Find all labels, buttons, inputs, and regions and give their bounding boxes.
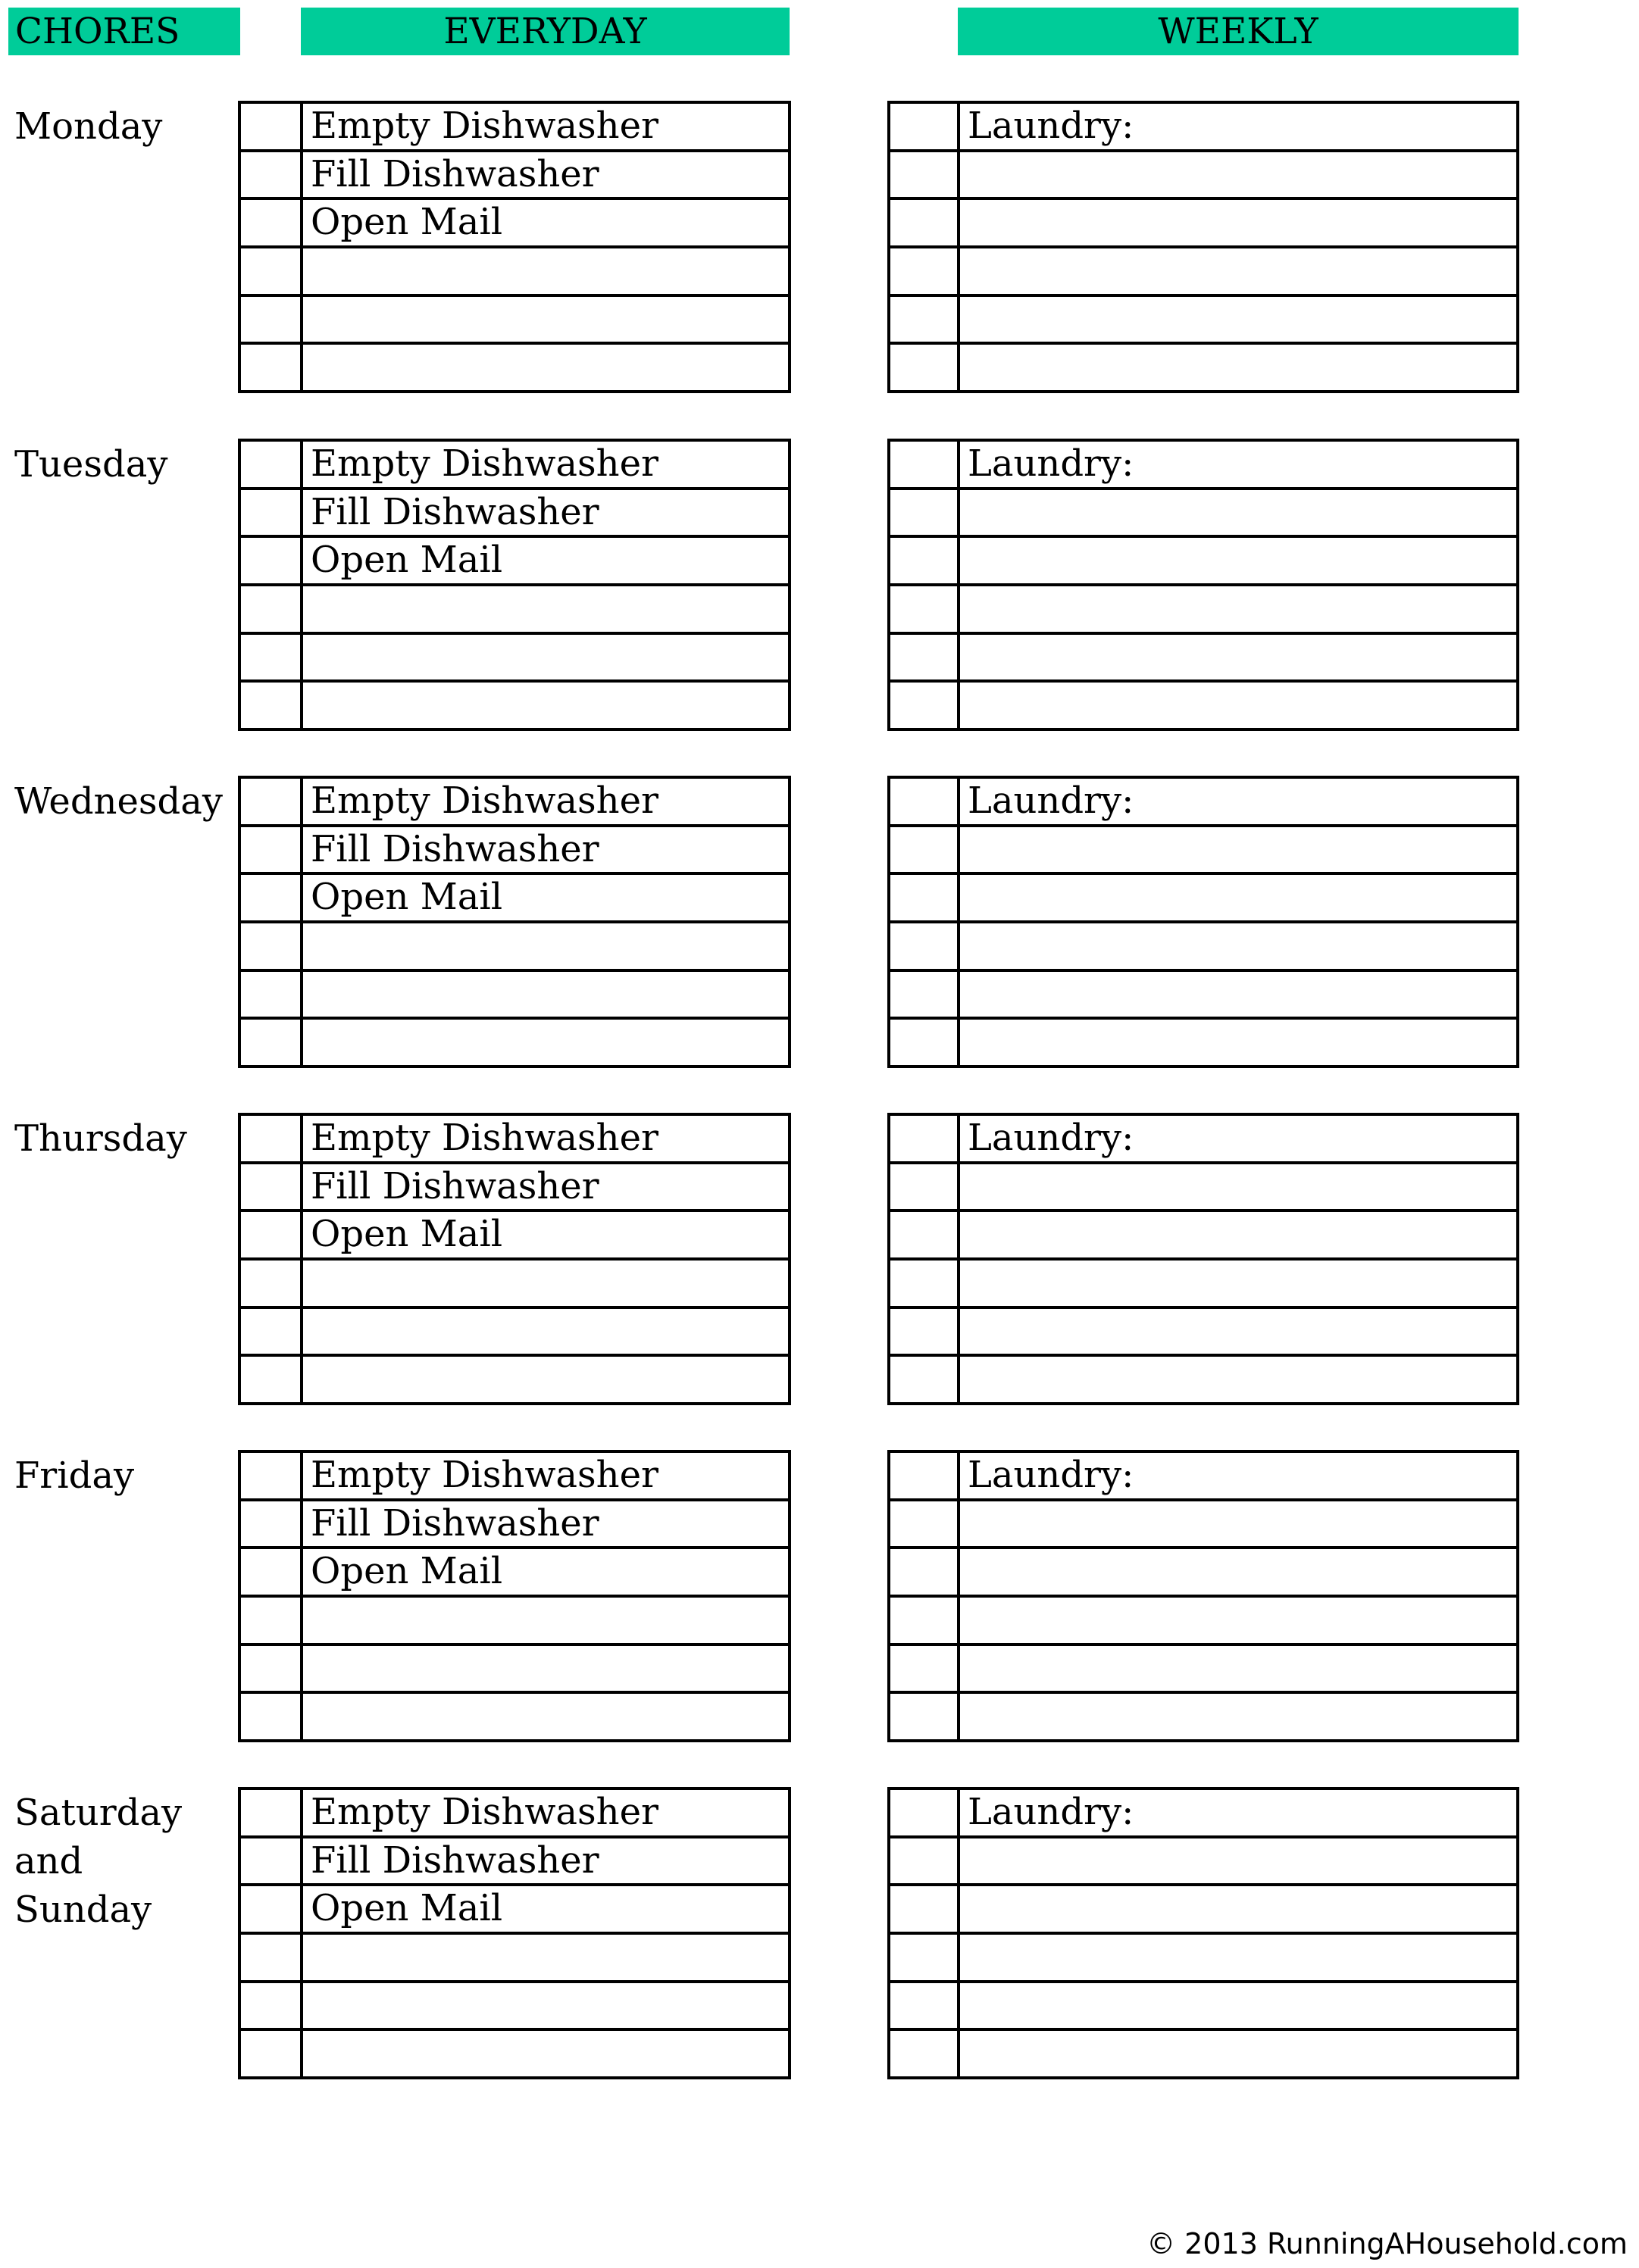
checklist-row: [890, 779, 1516, 824]
checklist-row: [890, 1498, 1516, 1547]
checklist-row: [890, 1209, 1516, 1257]
checklist-row: [241, 245, 788, 294]
checkbox[interactable]: [241, 200, 303, 245]
checklist-row: [890, 969, 1516, 1017]
task-label: [960, 152, 1516, 198]
checkbox[interactable]: [890, 635, 960, 680]
weekly-checklist: [887, 1113, 1519, 1405]
task-label: Laundry:: [968, 105, 1134, 147]
task-label: [960, 345, 1516, 390]
checklist-row: [890, 1257, 1516, 1306]
task-label: Open Mail: [311, 1887, 503, 1930]
checklist-row: [890, 1883, 1516, 1932]
checkbox[interactable]: [241, 779, 303, 824]
weekly-header: WEEKLY: [958, 8, 1519, 55]
day-section-wednesday: [0, 776, 1639, 1068]
task-label: Open Mail: [311, 201, 503, 244]
task-label: [960, 1646, 1516, 1692]
checkbox[interactable]: [241, 1212, 303, 1257]
checkbox[interactable]: [241, 923, 303, 969]
day-label-line: Monday: [14, 105, 163, 148]
task-label: [960, 1357, 1516, 1402]
day-label-line: and: [14, 1840, 83, 1882]
checklist-row: [241, 1546, 788, 1595]
day-label-line: Sunday: [14, 1888, 152, 1931]
task-label: Empty Dishwasher: [311, 1454, 658, 1496]
checkbox[interactable]: [890, 1164, 960, 1210]
checklist-row: [241, 632, 788, 680]
checkbox[interactable]: [890, 442, 960, 487]
task-label: [960, 2031, 1516, 2076]
task-label: Fill Dishwasher: [311, 490, 599, 533]
checklist-row: [890, 1306, 1516, 1354]
weekly-checklist: [887, 1450, 1519, 1742]
checkbox[interactable]: [241, 490, 303, 536]
copyright-footer: © 2013 RunningAHousehold.com: [1146, 2227, 1628, 2260]
checklist-row: [890, 1453, 1516, 1498]
checklist-row: [890, 824, 1516, 873]
checkbox[interactable]: [890, 152, 960, 198]
task-label: [303, 683, 788, 728]
day-label-line: Friday: [14, 1454, 135, 1497]
task-label: Fill Dishwasher: [311, 1501, 599, 1545]
task-label: Laundry:: [968, 442, 1134, 485]
checkbox[interactable]: [890, 1020, 960, 1065]
checkbox[interactable]: [890, 248, 960, 294]
checkbox[interactable]: [890, 1694, 960, 1739]
task-label: [960, 1886, 1516, 1932]
task-label: [303, 248, 788, 294]
checkbox[interactable]: [890, 683, 960, 728]
checkbox[interactable]: [241, 1261, 303, 1306]
checklist-row: [890, 442, 1516, 487]
everyday-checklist: [238, 101, 791, 393]
checklist-row: [241, 824, 788, 873]
task-label: [303, 972, 788, 1017]
checkbox[interactable]: [241, 1694, 303, 1739]
checkbox[interactable]: [890, 538, 960, 583]
task-label: [960, 635, 1516, 680]
checklist-row: [241, 583, 788, 632]
checkbox[interactable]: [241, 586, 303, 632]
checklist-row: [241, 1161, 788, 1210]
day-section-monday: [0, 101, 1639, 393]
checklist-row: [241, 1883, 788, 1932]
task-label: Empty Dishwasher: [311, 1791, 658, 1833]
checklist-row: [241, 1209, 788, 1257]
chores-header: CHORES: [8, 8, 240, 55]
task-label: [960, 1549, 1516, 1595]
task-label: Fill Dishwasher: [311, 1164, 599, 1207]
task-label: [960, 538, 1516, 583]
checklist-row: [241, 779, 788, 824]
task-label: [960, 1164, 1516, 1210]
checklist-row: [890, 1161, 1516, 1210]
checkbox[interactable]: [890, 586, 960, 632]
checkbox[interactable]: [890, 297, 960, 342]
task-label: Open Mail: [311, 539, 503, 582]
checklist-row: [890, 245, 1516, 294]
checkbox[interactable]: [890, 923, 960, 969]
checklist-row: [241, 1453, 788, 1498]
checkbox[interactable]: [890, 345, 960, 390]
checklist-row: [241, 1017, 788, 1065]
everyday-checklist: [238, 776, 791, 1068]
task-label: [960, 1261, 1516, 1306]
checkbox[interactable]: [241, 152, 303, 198]
checkbox[interactable]: [890, 1212, 960, 1257]
task-label: [960, 1838, 1516, 1884]
checkbox[interactable]: [241, 248, 303, 294]
checkbox[interactable]: [241, 1790, 303, 1835]
checkbox[interactable]: [890, 1453, 960, 1498]
checklist-row: [890, 1835, 1516, 1884]
weekly-checklist: [887, 776, 1519, 1068]
checkbox[interactable]: [241, 1983, 303, 2029]
checklist-row: [241, 1354, 788, 1402]
checklist-row: [890, 2028, 1516, 2076]
task-label: Open Mail: [311, 1213, 503, 1256]
task-label: [960, 683, 1516, 728]
task-label: [960, 1212, 1516, 1257]
day-section-friday: [0, 1450, 1639, 1742]
checkbox[interactable]: [241, 2031, 303, 2076]
task-label: [303, 635, 788, 680]
checklist-row: [241, 1932, 788, 1980]
task-label: [960, 1983, 1516, 2029]
checklist-row: [890, 342, 1516, 390]
checklist-row: [890, 294, 1516, 342]
checklist-row: [890, 872, 1516, 920]
checkbox[interactable]: [890, 1598, 960, 1643]
checkbox[interactable]: [241, 538, 303, 583]
checklist-row: [241, 197, 788, 245]
checkbox[interactable]: [241, 1598, 303, 1643]
task-label: Empty Dishwasher: [311, 1117, 658, 1159]
task-label: [960, 875, 1516, 920]
checklist-row: [890, 535, 1516, 583]
checkbox[interactable]: [890, 1116, 960, 1161]
task-label: [960, 972, 1516, 1017]
checklist-row: [890, 1932, 1516, 1980]
checklist-row: [241, 679, 788, 728]
everyday-checklist: [238, 439, 791, 731]
task-label: [303, 1935, 788, 1980]
weekly-checklist: [887, 101, 1519, 393]
task-label: [303, 1983, 788, 2029]
checkbox[interactable]: [890, 1838, 960, 1884]
checklist-row: [241, 920, 788, 969]
task-label: [960, 1694, 1516, 1739]
checklist-row: [241, 872, 788, 920]
checklist-row: [890, 1790, 1516, 1835]
task-label: [303, 1357, 788, 1402]
checklist-row: [241, 1116, 788, 1161]
checklist-row: [241, 1790, 788, 1835]
day-label: [14, 1114, 234, 1163]
task-label: [960, 1598, 1516, 1643]
checklist-row: [241, 1595, 788, 1643]
checkbox[interactable]: [890, 2031, 960, 2076]
weekly-checklist: [887, 1787, 1519, 2079]
checkbox[interactable]: [241, 1935, 303, 1980]
day-section-saturday-and-sunday: [0, 1787, 1639, 2079]
weekly-checklist: [887, 439, 1519, 731]
checklist-row: [241, 969, 788, 1017]
task-label: Laundry:: [968, 1117, 1134, 1159]
task-label: [303, 923, 788, 969]
checklist-row: [890, 583, 1516, 632]
day-label: [14, 777, 234, 826]
task-label: Fill Dishwasher: [311, 827, 599, 870]
checklist-row: [241, 1980, 788, 2029]
task-label: [960, 827, 1516, 873]
checklist-row: [890, 1980, 1516, 2029]
checklist-row: [890, 679, 1516, 728]
checklist-row: [241, 1691, 788, 1739]
checkbox[interactable]: [241, 635, 303, 680]
task-label: [960, 1020, 1516, 1065]
checklist-row: [241, 1306, 788, 1354]
day-label-line: Tuesday: [14, 443, 168, 486]
checkbox[interactable]: [890, 1886, 960, 1932]
day-section-thursday: [0, 1113, 1639, 1405]
checklist-row: [241, 1498, 788, 1547]
checklist-row: [890, 487, 1516, 536]
checkbox[interactable]: [890, 200, 960, 245]
everyday-checklist: [238, 1113, 791, 1405]
task-label: Open Mail: [311, 1550, 503, 1593]
day-label-line: Saturday: [14, 1792, 183, 1834]
day-section-tuesday: [0, 439, 1639, 731]
checklist-row: [241, 442, 788, 487]
checklist-row: [890, 632, 1516, 680]
checklist-row: [890, 1643, 1516, 1692]
checklist-row: [241, 2028, 788, 2076]
checklist-row: [241, 535, 788, 583]
checkbox[interactable]: [890, 1261, 960, 1306]
checkbox[interactable]: [890, 875, 960, 920]
task-label: [303, 586, 788, 632]
checkbox[interactable]: [241, 1646, 303, 1692]
task-label: [960, 586, 1516, 632]
checkbox[interactable]: [890, 1935, 960, 1980]
day-label: [14, 440, 234, 489]
task-label: [303, 1646, 788, 1692]
task-label: Fill Dishwasher: [311, 1838, 599, 1882]
task-label: [303, 1309, 788, 1354]
task-label: [960, 1309, 1516, 1354]
everyday-checklist: [238, 1787, 791, 2079]
task-label: Empty Dishwasher: [311, 442, 658, 485]
task-label: Empty Dishwasher: [311, 779, 658, 822]
day-label-line: Thursday: [14, 1117, 187, 1160]
checklist-row: [890, 104, 1516, 149]
checkbox[interactable]: [890, 1983, 960, 2029]
checkbox[interactable]: [241, 1838, 303, 1884]
checklist-row: [890, 1354, 1516, 1402]
checkbox[interactable]: [241, 1164, 303, 1210]
everyday-checklist: [238, 1450, 791, 1742]
checklist-row: [241, 1257, 788, 1306]
checklist-row: [241, 149, 788, 198]
checkbox[interactable]: [241, 827, 303, 873]
checklist-row: [890, 1595, 1516, 1643]
task-label: [303, 1598, 788, 1643]
task-label: [960, 1501, 1516, 1547]
task-label: [960, 490, 1516, 536]
checkbox[interactable]: [890, 972, 960, 1017]
checkbox[interactable]: [241, 104, 303, 149]
everyday-header: EVERYDAY: [301, 8, 790, 55]
checkbox[interactable]: [241, 1453, 303, 1498]
task-label: [303, 1020, 788, 1065]
checklist-row: [890, 1691, 1516, 1739]
checkbox[interactable]: [890, 1501, 960, 1547]
checkbox[interactable]: [890, 1646, 960, 1692]
checkbox[interactable]: [890, 779, 960, 824]
checklist-row: [241, 1643, 788, 1692]
checkbox[interactable]: [241, 442, 303, 487]
checklist-row: [890, 1116, 1516, 1161]
task-label: Fill Dishwasher: [311, 152, 599, 195]
checkbox[interactable]: [241, 1020, 303, 1065]
task-label: [303, 2031, 788, 2076]
checkbox[interactable]: [241, 1116, 303, 1161]
checkbox[interactable]: [241, 972, 303, 1017]
checklist-row: [241, 104, 788, 149]
task-label: [960, 248, 1516, 294]
day-label-line: Wednesday: [14, 780, 223, 823]
checkbox[interactable]: [241, 683, 303, 728]
checklist-row: [241, 342, 788, 390]
task-label: [960, 1935, 1516, 1980]
checkbox[interactable]: [241, 875, 303, 920]
checklist-row: [890, 1017, 1516, 1065]
day-label: [14, 102, 234, 151]
task-label: [960, 297, 1516, 342]
checkbox[interactable]: [241, 1309, 303, 1354]
checkbox[interactable]: [241, 1357, 303, 1402]
checkbox[interactable]: [890, 1790, 960, 1835]
task-label: [303, 297, 788, 342]
task-label: [960, 923, 1516, 969]
task-label: Open Mail: [311, 876, 503, 919]
checkbox[interactable]: [890, 1549, 960, 1595]
checkbox[interactable]: [890, 1357, 960, 1402]
checkbox[interactable]: [890, 827, 960, 873]
checkbox[interactable]: [241, 1886, 303, 1932]
checklist-row: [890, 920, 1516, 969]
checkbox[interactable]: [890, 490, 960, 536]
checkbox[interactable]: [241, 1549, 303, 1595]
checkbox[interactable]: [241, 345, 303, 390]
task-label: [303, 345, 788, 390]
task-label: Laundry:: [968, 1454, 1134, 1496]
task-label: [303, 1694, 788, 1739]
checklist-row: [241, 487, 788, 536]
task-label: Empty Dishwasher: [311, 105, 658, 147]
checklist-row: [241, 294, 788, 342]
checklist-row: [890, 1546, 1516, 1595]
day-label: [14, 1788, 234, 1934]
checkbox[interactable]: [890, 1309, 960, 1354]
checklist-row: [241, 1835, 788, 1884]
task-label: [960, 200, 1516, 245]
checkbox[interactable]: [241, 1501, 303, 1547]
checkbox[interactable]: [890, 104, 960, 149]
task-label: Laundry:: [968, 779, 1134, 822]
checklist-row: [890, 197, 1516, 245]
day-label: [14, 1451, 234, 1500]
task-label: [303, 1261, 788, 1306]
task-label: Laundry:: [968, 1791, 1134, 1833]
checklist-row: [890, 149, 1516, 198]
checkbox[interactable]: [241, 297, 303, 342]
